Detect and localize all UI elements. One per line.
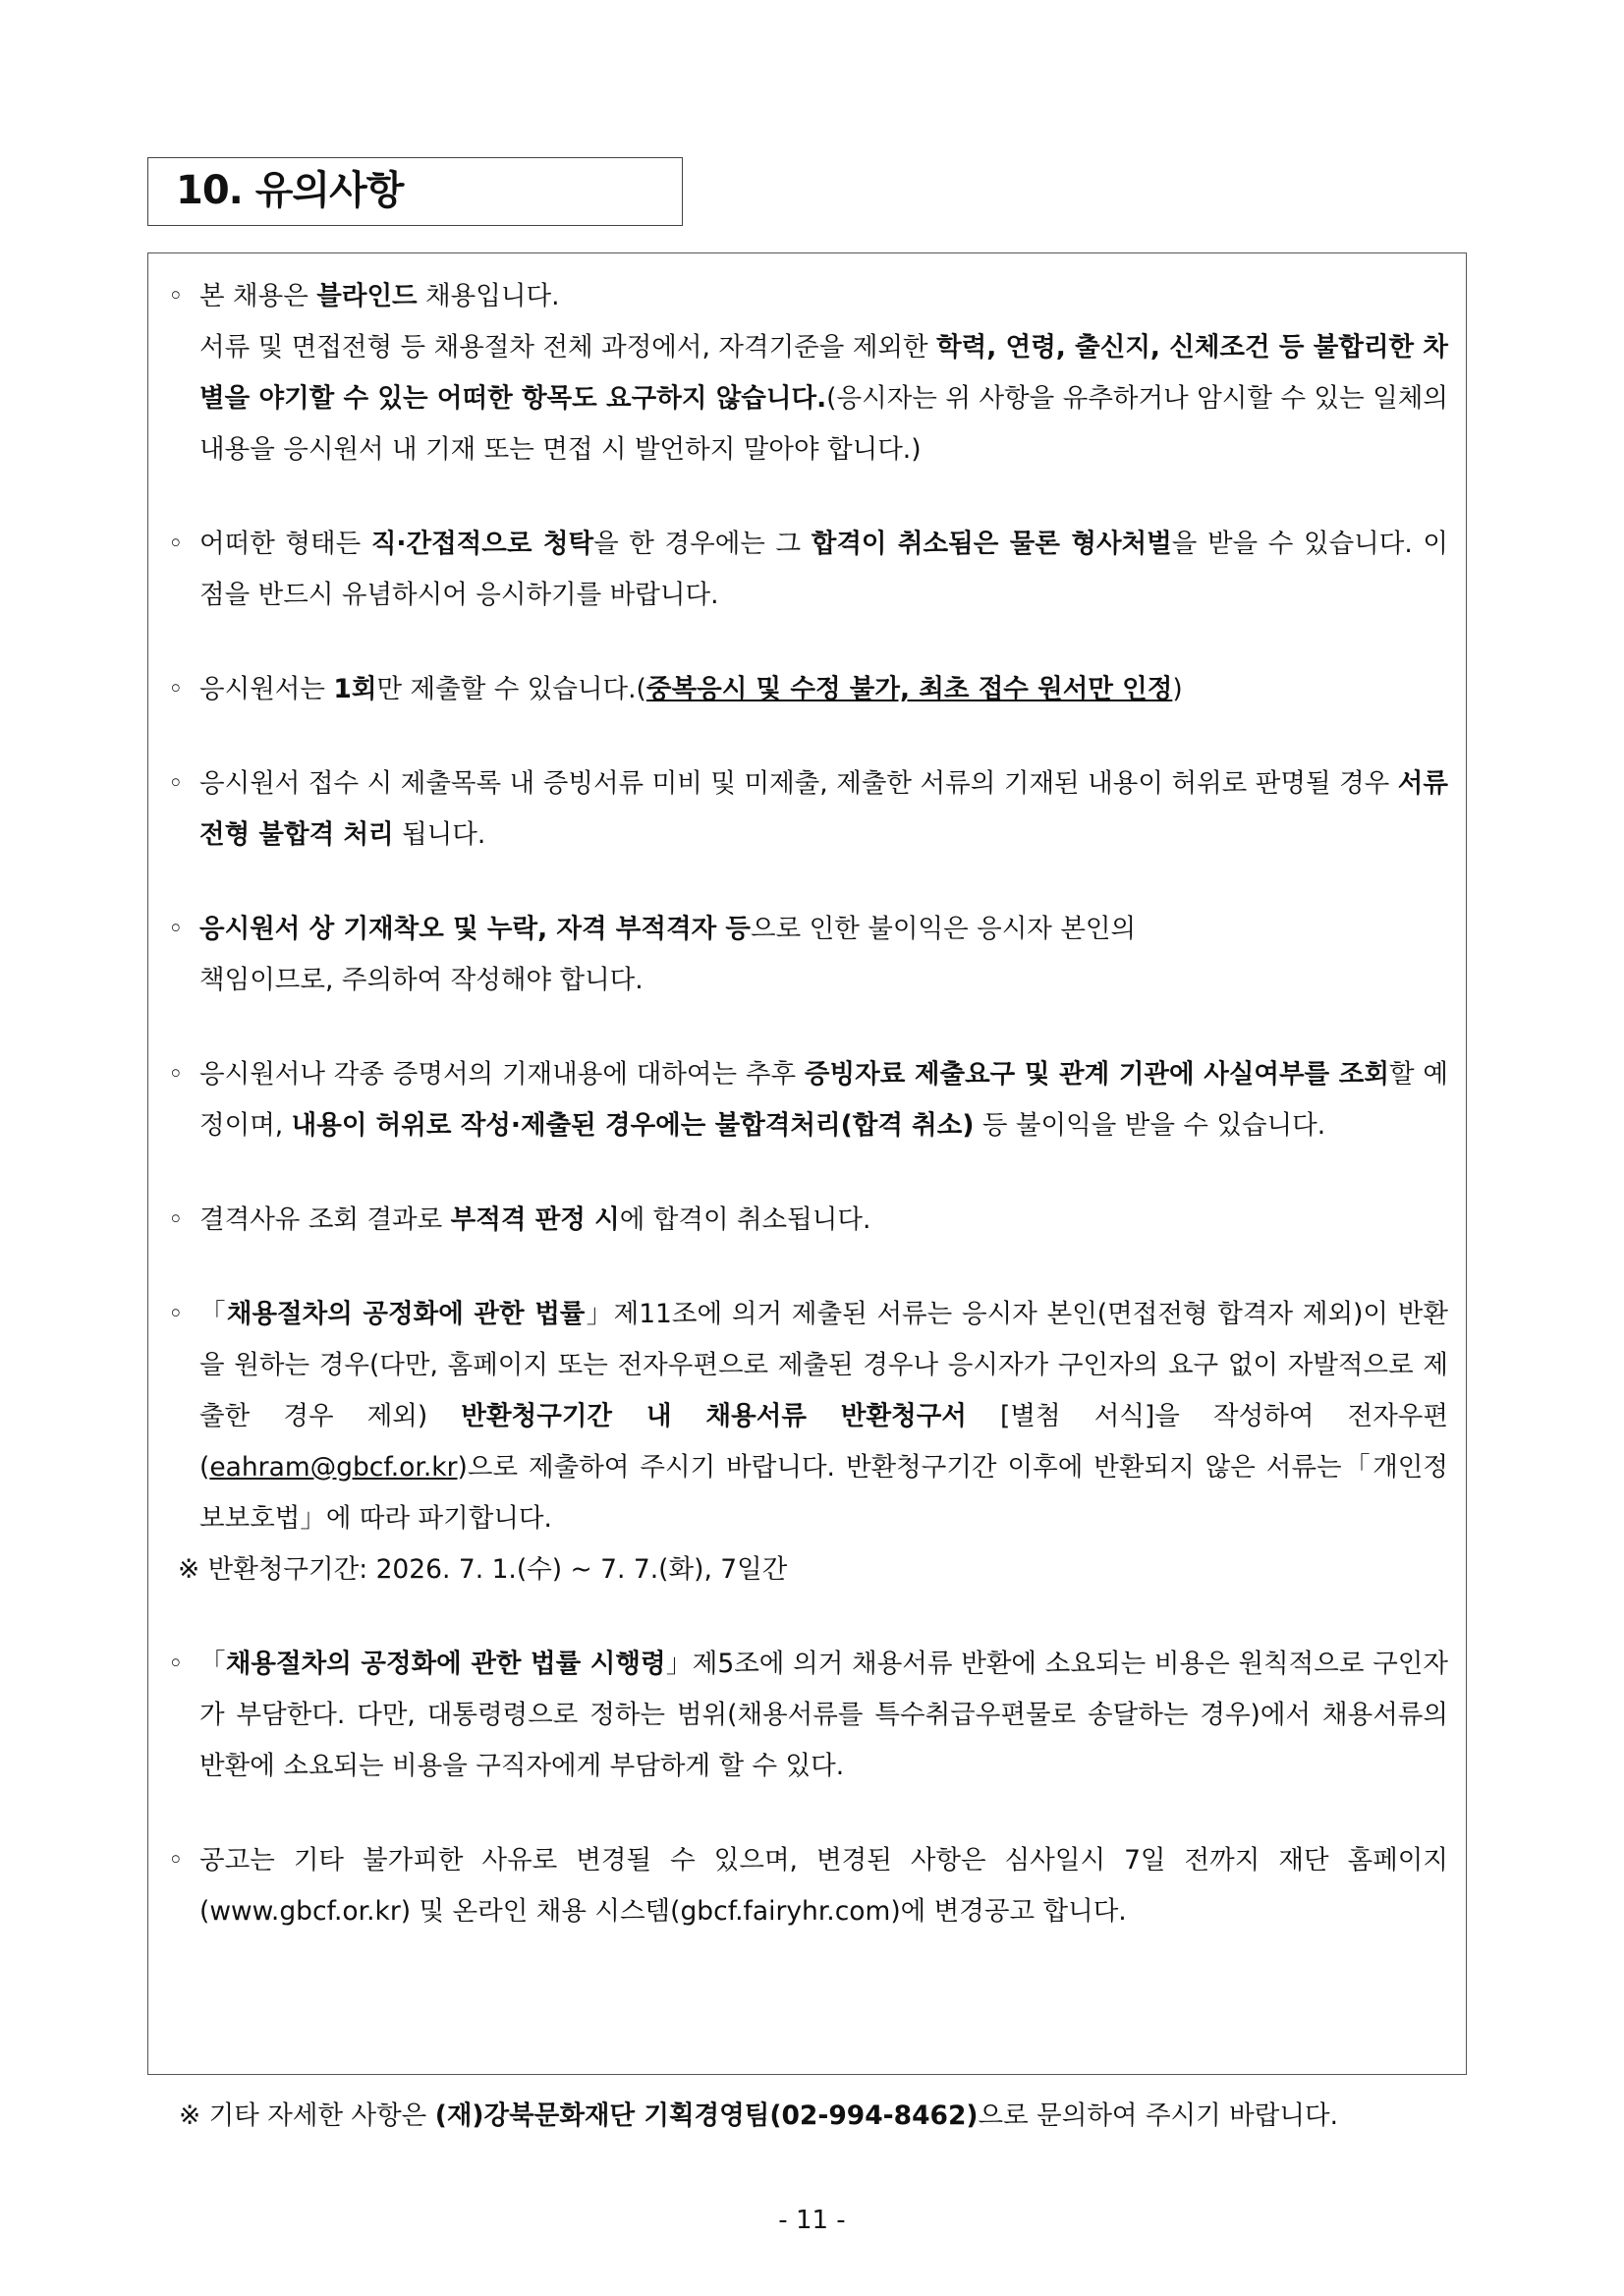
item-text: 」제11조에 의거 제출된 서류는 응시자 본인(면접전형 합격자 제외)이 반환을 원하는 경우(다만, 홈페이지 또는 전자우편으로 제출된 경우나 응시자가 구인자의 요구 없이 자발적으로 제출한 경우 제외): [199, 1299, 1448, 1431]
item-text: )으로 제출하여 주시기 바랍니다. 반환청구기간 이후에 반환되지 않은 서류는「개인정보보호법」에 따라 파기합니다.: [199, 1452, 1448, 1534]
item-text: eahram@gbcf.or.kr: [209, 1452, 458, 1483]
item-text: ): [1172, 674, 1183, 704]
bullet-icon: ◦: [168, 1845, 184, 1876]
bullet-icon: ◦: [168, 1649, 184, 1679]
item-text: [별첨 서식]을 작성하여 전자우편(: [199, 1401, 1448, 1483]
item-return-docs: [168, 1289, 1448, 1596]
item-text: 채용입니다.: [417, 281, 560, 311]
bullet-icon: ◦: [168, 768, 184, 799]
item-verification: [168, 1049, 1448, 1151]
bullet-icon: ◦: [168, 1204, 184, 1235]
notice-box: [147, 252, 1467, 2075]
item-text: 을 받을 수 있습니다. 이 점을 반드시 유념하시어 응시하기를 바랍니다.: [199, 529, 1448, 610]
bullet-icon: ◦: [168, 529, 184, 559]
item-text: 응시원서 상 기재착오 및 누락, 자격 부적격자 등: [199, 914, 752, 944]
item-change: [168, 1835, 1448, 1937]
item-text: 할 예정이며,: [199, 1059, 1448, 1141]
item-text: 반환청구기간 내 채용서류 반환청구서: [461, 1401, 967, 1431]
item-text: 으로 인한 불이익은 응시자 본인의: [751, 914, 1137, 944]
item-text: 학력, 연령, 출신지, 신체조건 등 불합리한 차별을 야기할 수 있는 어떠한 항목도 요구하지 않습니다.: [199, 332, 1448, 414]
item-responsibility: [168, 904, 1448, 1006]
item-return-cost: [168, 1639, 1448, 1792]
item-text: 합격이 취소됨은 물론 형사처벌: [811, 529, 1172, 559]
item-text: 직·간접적으로 청탁: [370, 529, 594, 559]
item-text: 에 합격이 취소됩니다.: [619, 1204, 871, 1235]
item-text: 등 불이익을 받을 수 있습니다.: [974, 1110, 1326, 1141]
footer-suffix: 으로 문의하여 주시기 바랍니다.: [978, 2100, 1338, 2131]
item-text: 중복응시 및 수정 불가, 최초 접수 원서만 인정: [645, 674, 1173, 704]
item-text: (응시자는 위 사항을 유추하거나 암시할 수 있는 일체의 내용을 응시원서 내 기재 또는 면접 시 발언하지 말아야 합니다.): [199, 383, 1448, 465]
item-text: 서류 및 면접전형 등 채용절차 전체 과정에서, 자격기준을 제외한: [199, 332, 937, 363]
item-text: 응시원서는: [199, 674, 334, 704]
item-documents: [168, 758, 1448, 861]
item-text: 응시원서나 각종 증명서의 기재내용에 대하여는 추후: [199, 1059, 805, 1090]
item-text: 됩니다.: [393, 819, 486, 850]
item-text: 결격사유 조회 결과로: [199, 1204, 451, 1235]
item-text: 」제5조에 의거 채용서류 반환에 소요되는 비용은 원칙적으로 구인자가 부담한다. 다만, 대통령령으로 정하는 범위(채용서류를 특수취급우편물로 송달하는 경우)에서 채용서류의 반환에 소요되는 비용을 구직자에게 부담하게 할 수 있다.: [199, 1649, 1448, 1781]
item-text: 책임이므로, 주의하여 작성해야 합니다.: [199, 965, 644, 995]
item-text: 어떠한 형태든: [199, 529, 371, 559]
section-title: 10. 유의사항: [147, 157, 683, 226]
bullet-icon: ◦: [168, 1299, 184, 1329]
item-once: [168, 664, 1448, 715]
item-text: 을 한 경우에는 그: [593, 529, 812, 559]
item-text: 증빙자료 제출요구 및 관계 기관에 사실여부를 조회: [804, 1059, 1389, 1090]
bullet-icon: ◦: [168, 674, 184, 704]
footer-prefix: ※ 기타 자세한 사항은: [179, 2100, 435, 2131]
item-text: 만 제출할 수 있습니다.(: [376, 674, 646, 704]
item-text: 「: [199, 1649, 226, 1679]
bullet-icon: ◦: [168, 914, 184, 944]
item-text: 공고는 기타 불가피한 사유로 변경될 수 있으며, 변경된 사항은 심사일시 7일 전까지 재단 홈페이지(www.gbcf.or.kr) 및 온라인 채용 시스템(gbcf.fairyhr.com)에 변경공고 합니다.: [199, 1845, 1448, 1927]
item-text: 채용절차의 공정화에 관한 법률 시행령: [225, 1649, 666, 1679]
item-text: 응시원서 접수 시 제출목록 내 증빙서류 미비 및 미제출, 제출한 서류의 기재된 내용이 허위로 판명될 경우: [199, 768, 1398, 799]
bullet-icon: ◦: [168, 281, 184, 311]
item-text: 「: [199, 1299, 227, 1329]
item-text: 본 채용은: [199, 281, 317, 311]
item-solicitation: [168, 519, 1448, 621]
item-text: 블라인드: [316, 281, 418, 311]
item-text: 내용이 허위로 작성·제출된 경우에는 불합격처리(합격 취소): [291, 1110, 975, 1141]
bullet-icon: ◦: [168, 1059, 184, 1090]
item-text: 서류전형 불합격 처리: [199, 768, 1448, 850]
page-number: - 11 -: [778, 2206, 846, 2235]
return-period-note: ※ 반환청구기간: 2026. 7. 1.(수) ~ 7. 7.(화), 7일간: [178, 1554, 788, 1585]
item-text: 부적격 판정 시: [450, 1204, 620, 1235]
item-text: 1회: [333, 674, 377, 704]
item-blind: [168, 271, 1448, 476]
item-disqualification: [168, 1195, 1448, 1246]
footer-note: [179, 2091, 1476, 2142]
footer-contact: (재)강북문화재단 기획경영팀(02-994-8462): [434, 2100, 979, 2131]
item-text: 채용절차의 공정화에 관한 법률: [226, 1299, 586, 1329]
